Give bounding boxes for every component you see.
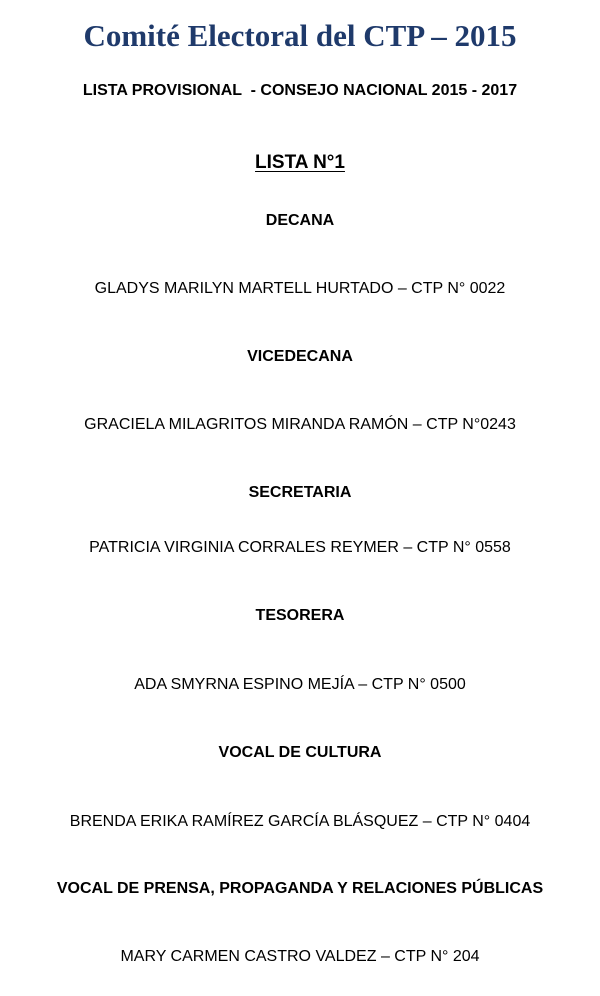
- member-decana: GLADYS MARILYN MARTELL HURTADO – CTP N° 0022: [94, 280, 506, 297]
- member-tesorera: ADA SMYRNA ESPINO MEJÍA – CTP N° 0500: [134, 676, 466, 693]
- role-tesorera: TESORERA: [255, 607, 345, 624]
- role-vocal-prensa: VOCAL DE PRENSA, PROPAGANDA Y RELACIONES PÚBLICAS: [56, 880, 544, 897]
- role-secretaria: SECRETARIA: [248, 484, 352, 501]
- member-vocal-prensa: MARY CARMEN CASTRO VALDEZ – CTP N° 204: [120, 948, 480, 965]
- role-vicedecana: VICEDECANA: [247, 348, 353, 365]
- role-decana: DECANA: [265, 212, 335, 229]
- document-title: Comité Electoral del CTP – 2015: [83, 18, 517, 53]
- member-vicedecana: GRACIELA MILAGRITOS MIRANDA RAMÓN – CTP N°0243: [84, 416, 516, 433]
- list-heading: LISTA N°1: [255, 152, 345, 173]
- document-subtitle: LISTA PROVISIONAL - CONSEJO NACIONAL 2015 - 2017: [82, 82, 518, 99]
- member-vocal-cultura: BRENDA ERIKA RAMÍREZ GARCÍA BLÁSQUEZ – CTP N° 0404: [69, 813, 531, 830]
- role-vocal-cultura: VOCAL DE CULTURA: [218, 744, 382, 761]
- member-secretaria: PATRICIA VIRGINIA CORRALES REYMER – CTP N° 0558: [89, 539, 511, 556]
